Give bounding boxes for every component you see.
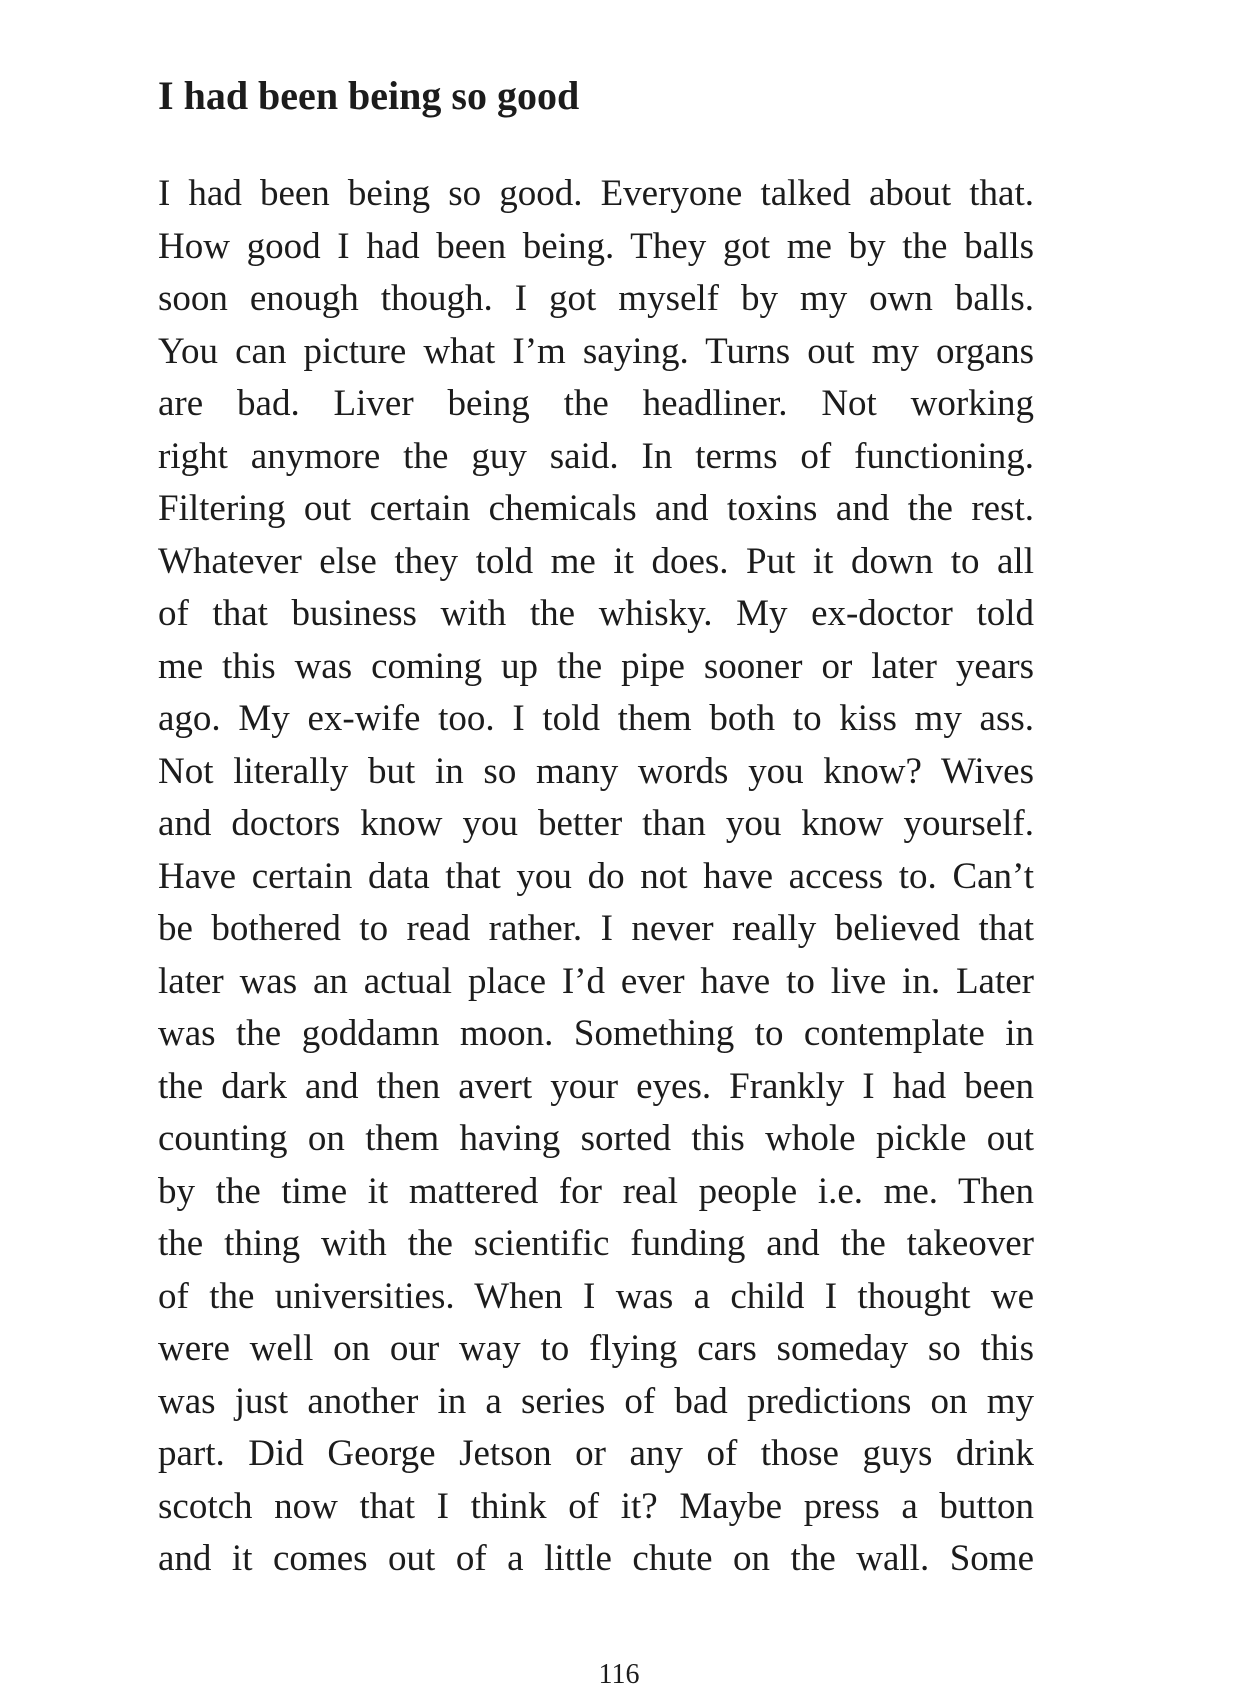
text-line: are bad. Liver being the headliner. Not working bbox=[158, 383, 1034, 424]
text-line: was the goddamn moon. Something to contemplate in bbox=[158, 1013, 1034, 1054]
text-line: ago. My ex-wife too. I told them both to kiss my ass. bbox=[158, 698, 1034, 739]
text-line: Filtering out certain chemicals and toxins and the rest. bbox=[158, 488, 1034, 529]
text-line: right anymore the guy said. In terms of functioning. bbox=[158, 435, 1034, 477]
text-line: the dark and then avert your eyes. Frankly I had been bbox=[158, 1065, 1034, 1107]
text-line: You can picture what I’m saying. Turns out my organs bbox=[158, 330, 1034, 372]
text-line: me this was coming up the pipe sooner or later years bbox=[158, 645, 1034, 687]
text-line: later was an actual place I’d ever have to live in. Later bbox=[158, 960, 1034, 1002]
text-line: the thing with the scientific funding and the takeover bbox=[158, 1223, 1034, 1264]
text-line: part. Did George Jetson or any of those guys drink bbox=[158, 1433, 1034, 1474]
text-line: and it comes out of a little chute on the wall. Some bbox=[158, 1538, 1034, 1579]
body-text bbox=[158, 168, 1034, 1586]
text-line: I had been being so good. Everyone talked about that. bbox=[158, 173, 1034, 214]
page-number: 116 bbox=[598, 1659, 640, 1690]
text-line: of that business with the whisky. My ex-doctor told bbox=[158, 593, 1034, 634]
text-line: was just another in a series of bad predictions on my bbox=[158, 1380, 1034, 1422]
text-line: Have certain data that you do not have access to. Can’t bbox=[158, 855, 1034, 897]
text-line: by the time it mattered for real people i.e. me. Then bbox=[158, 1170, 1034, 1212]
text-line: soon enough though. I got myself by my own balls. bbox=[158, 278, 1034, 319]
text-line: of the universities. When I was a child I thought we bbox=[158, 1275, 1034, 1317]
text-line: and doctors know you better than you know yourself. bbox=[158, 803, 1034, 844]
text-line: How good I had been being. They got me by the balls bbox=[158, 225, 1034, 267]
text-line: Whatever else they told me it does. Put it down to all bbox=[158, 540, 1034, 582]
text-line: counting on them having sorted this whole pickle out bbox=[158, 1118, 1034, 1159]
text-line: be bothered to read rather. I never really believed that bbox=[158, 908, 1034, 949]
text-line: Not literally but in so many words you know? Wives bbox=[158, 750, 1034, 792]
text-line: were well on our way to flying cars someday so this bbox=[158, 1328, 1034, 1369]
chapter-title: I had been being so good bbox=[158, 73, 580, 118]
text-line: scotch now that I think of it? Maybe press a button bbox=[158, 1485, 1034, 1527]
